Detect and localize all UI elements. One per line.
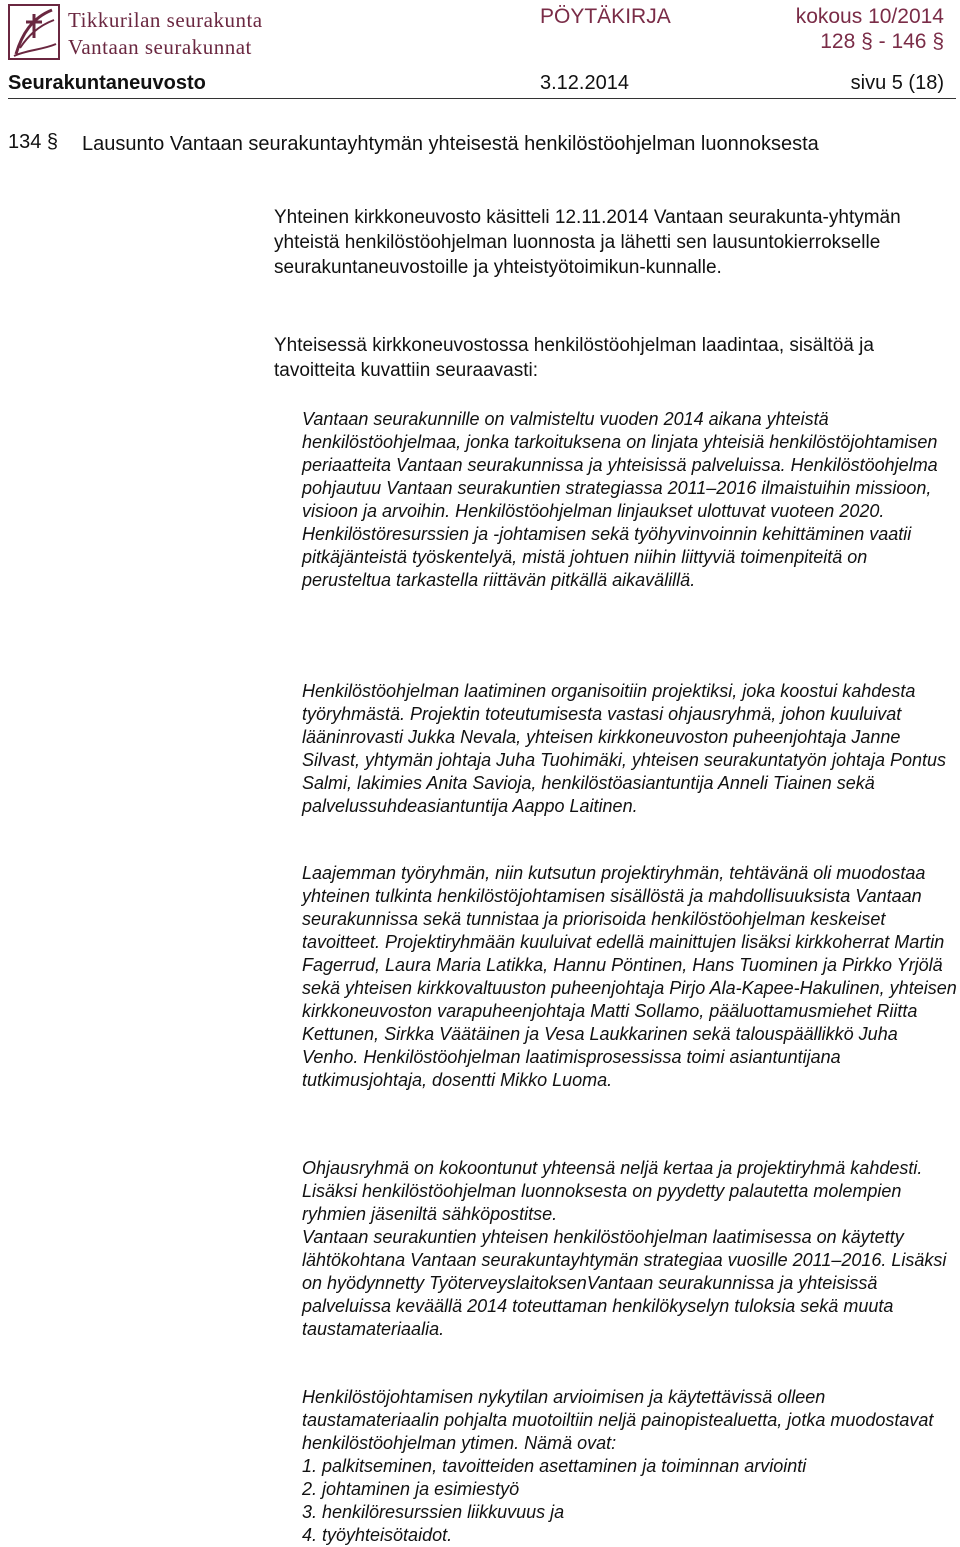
item-number: 134 § [8,131,59,153]
quote-paragraph-steering-group: Henkilöstöohjelman laatiminen organisoitiin projektiksi, joka koostui kahdesta työryhmästä. Projektin toteutumisesta vastasi ohjausryhmä, johon kuuluivat lääninrovasti Jukka Nevala, yhteisen kirkkoneuvoston puheenjohtaja Janne Silvast, yhtymän johtaja Juha Tuohimäki, yhteisen seurakuntatyön johtaja Pontus Salmi, lakimies Anita Savioja, henkilöstöasiantuntija Anneli Tiainen sekä palvelussuhdeasiantuntija Aappo Laitinen. [302,681,947,816]
quote-paragraph-focus-areas: Henkilöstöjohtamisen nykytilan arvioimisen ja käytettävissä olleen taustamateriaalin pohjalta muotoiltiin neljä painopistealuetta, jotka muodostavat henkilöstöohjelman ytimen. Nämä ovat: [302,1387,934,1453]
quote-paragraph-strategy: Vantaan seurakuntien yhteisen henkilöstöohjelman laatimisessa on käytetty lähtökohtana Vantaan seurakuntayhtymän strategiaa vuosille 2011–2016. Lisäksi on hyödynnetty TyöterveyslaitoksenVantaan seurakunnissa ja yhteisissä palveluissa keväällä 2014 toteuttaman henkilökyselyn tuloksia sekä muuta taustamateriaalia. [302,1227,947,1339]
quote-paragraph-purpose: Vantaan seurakunnille on valmisteltu vuoden 2014 aikana yhteistä henkilöstöohjelmaa, jonka tarkoituksena on linjata yhteisiä henkilöstöjohtamisen periaatteita Vantaan seurakunnissa ja yhteisissä palveluissa. Henkilöstöohjelma pohjautuu Vantaan seurakuntien strategiassa 2011–2016 ilmaistuihin missioon, visioon ja arvoihin. Henkilöstöohjelman linjaukset ulottuvat vuoteen 2020. Henkilöstöresurssien ja -johtamisen sekä työhyvinvoinnin kehittäminen vaatii pitkäjänteistä työskentelyä, mistä johtuen niihin liittyviä toimenpiteitä on perusteltua tarkastella riittävän pitkällä aikavälillä. [302,409,938,590]
logo-text-parishes: Vantaan seurakunnat [68,35,252,59]
list-item: 1. palkitseminen, tavoitteiden asettaminen ja toiminnan arviointi [302,1456,807,1476]
list-item: 3. henkilöresurssien liikkuvuus ja [302,1502,565,1522]
church-logo [8,4,308,60]
section-range: 128 § - 146 § [820,30,944,53]
organization-name: Seurakuntaneuvosto [8,72,206,94]
crest-icon [8,4,60,60]
header-divider [8,98,956,99]
paragraph-intro: Yhteinen kirkkoneuvosto käsitteli 12.11.2014 Vantaan seurakunta-yhtymän yhteistä henkilöstöohjelman luonnosta ja lähetti sen lausuntokierrokselle seurakuntaneuvostoille ja yhteistyötoimikun-kunnalle. [274,207,901,278]
item-title: Lausunto Vantaan seurakuntayhtymän yhteisestä henkilöstöohjelman luonnoksesta [82,133,819,155]
quote-paragraph-project-group: Laajemman työryhmän, niin kutsutun projektiryhmän, tehtävänä oli muodostaa yhteinen tulkinta henkilöstöjohtamisen sisällöstä ja mahdollisuuksista Vantaan seurakunnissa sekä tunnistaa ja priorisoida henkilöstöohjelman keskeiset tavoitteet. Projektiryhmään kuuluivat edellä mainittujen lisäksi kirkkoherrat Martin Fagerrud, Laura Maria Latikka, Hannu Pöntinen, Hans Tuominen ja Pirkko Yrjölä sekä yhteisen kirkkovaltuuston puheenjohtaja Pirjo Ala-Kapee-Hakulinen, yhteisen kirkkoneuvoston varapuheenjohtaja Matti Sollamo, pääluottamusmiehet Riitta Kettunen, Sirkka Väätäinen ja Vesa Laukkarinen sekä talouspäällikkö Juha Venho. Henkilöstöohjelman laatimisprosessissa toimi asiantuntijana tutkimusjohtaja, dosentti Mikko Luoma. [302,863,957,1090]
quote-paragraph-meetings: Ohjausryhmä on kokoontunut yhteensä neljä kertaa ja projektiryhmä kahdesti. Lisäksi henkilöstöohjelman luonnoksesta on pyydetty palautetta molempien ryhmien jäseniltä sähköpostitse. [302,1158,923,1224]
page-number: sivu 5 (18) [850,72,944,94]
meeting-date: 3.12.2014 [540,72,629,94]
list-item: 4. työyhteisötaidot. [302,1525,453,1545]
list-item: 2. johtaminen ja esimiestyö [302,1479,520,1499]
meeting-number: kokous 10/2014 [795,5,944,28]
focus-area-list [302,1455,957,1547]
paragraph-description: Yhteisessä kirkkoneuvostossa henkilöstöohjelman laadintaa, sisältöä ja tavoitteita kuvattiin seuraavasti: [274,335,874,381]
logo-text-parish: Tikkurilan seurakunta [68,8,263,32]
document-type: PÖYTÄKIRJA [540,5,671,28]
